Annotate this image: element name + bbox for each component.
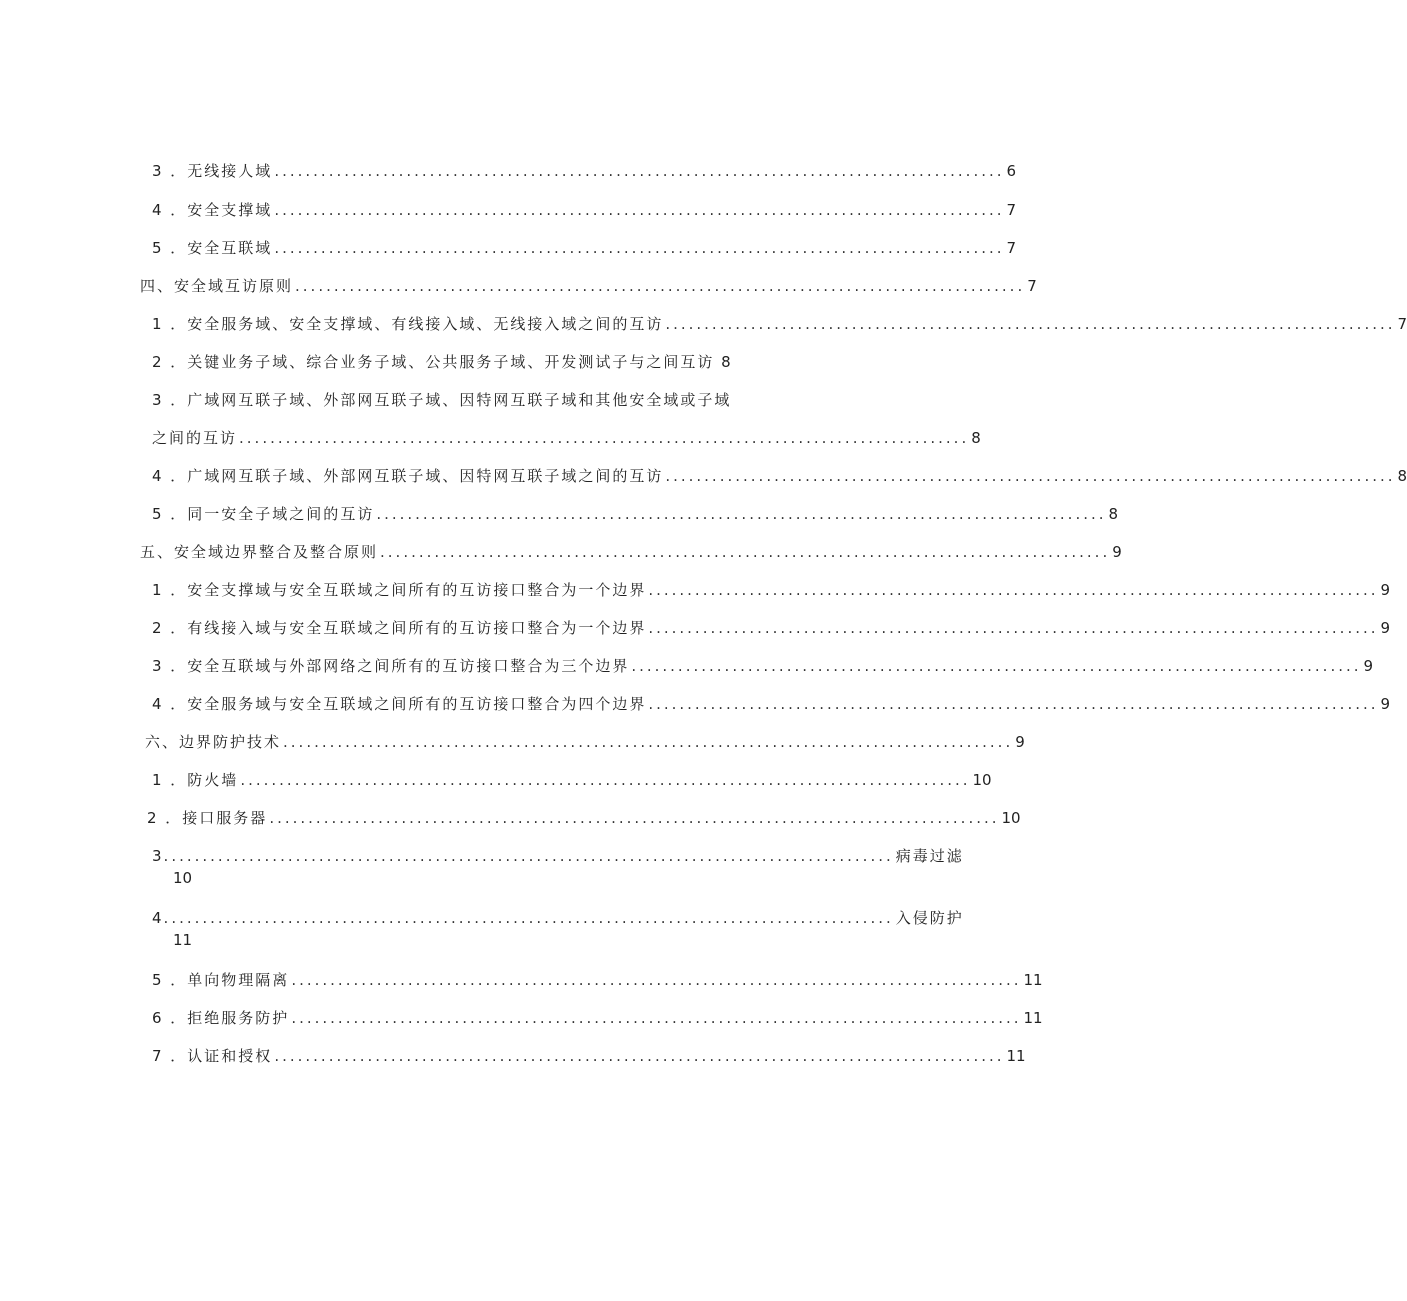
toc-entry-number: 4 (152, 909, 164, 927)
toc-entry[interactable] (152, 160, 1017, 182)
toc-entry-text: 3 ．安全互联域与外部网络之间所有的互访接口整合为三个边界 (152, 657, 630, 675)
toc-page-number: 9 (1380, 581, 1391, 599)
toc-page-number: 9 (1363, 657, 1374, 675)
toc-entry-text: 病毒过滤 (895, 847, 964, 865)
toc-entry[interactable] (152, 579, 1391, 601)
toc-entry-text: 入侵防护 (895, 909, 964, 927)
leader-dots: .............................................................................................. (274, 239, 1005, 257)
toc-page-number: 7 (1027, 277, 1037, 295)
leader-dots: .............................................................................................. (269, 809, 1000, 827)
toc-entry-text: 四、安全域互访原则 (140, 277, 294, 295)
toc-page-number: 9 (1015, 733, 1025, 751)
toc-page-number: 8 (1397, 467, 1407, 485)
toc-page-number: 7 (1006, 201, 1017, 219)
toc-page-number: 9 (1380, 695, 1391, 713)
toc-entry[interactable] (152, 237, 1017, 259)
leader-dots: .............................................................................................. (239, 429, 970, 447)
toc-page-number: 9 (1380, 619, 1391, 637)
leader-dots: .............................................................................................. (631, 657, 1362, 675)
toc-entry-text: 六、边界防护技术 (145, 733, 282, 751)
leader-dots: .............................................................................................. (648, 695, 1379, 713)
toc-page-number: 10 (173, 869, 193, 887)
toc-entry[interactable] (152, 769, 992, 791)
leader-dots: .............................................................................................. (648, 581, 1379, 599)
toc-entry-text: 2 ．有线接入域与安全互联域之间所有的互访接口整合为一个边界 (152, 619, 647, 637)
toc-entry[interactable] (152, 907, 964, 929)
toc-section[interactable] (140, 275, 1037, 297)
toc-entry[interactable] (152, 199, 1017, 221)
toc-entry[interactable] (152, 693, 1391, 715)
toc-page-number: 11 (1023, 1009, 1043, 1027)
toc-entry-text: 五、安全域边界整合及整合原则 (140, 543, 379, 561)
leader-dots: .............................................................................................. (274, 162, 1005, 180)
leader-dots: .............................................................................................. (283, 733, 1014, 751)
toc-entry-text: 2 ．接口服务器 (147, 809, 268, 827)
toc-page-number: 10 (1001, 809, 1021, 827)
toc-entry[interactable] (152, 351, 733, 372)
toc-page-number: 11 (1006, 1047, 1026, 1065)
leader-dots: .............................................................................................. (380, 543, 1111, 561)
toc-entry-text: 4 ．广域网互联子域、外部网互联子域、因特网互联子域之间的互访 (152, 467, 664, 485)
toc-entry-text: 3 ．广域网互联子域、外部网互联子域、因特网互联子域和其他安全域或子域 (152, 391, 732, 409)
toc-entry[interactable] (152, 617, 1391, 639)
toc-entry[interactable] (152, 845, 964, 867)
leader-dots: .............................................................................................. (163, 847, 894, 865)
leader-dots: .............................................................................................. (291, 1009, 1022, 1027)
toc-page-number: 11 (173, 931, 193, 949)
leader-dots: .............................................................................................. (648, 619, 1379, 637)
toc-entry[interactable] (152, 655, 1374, 677)
toc-entry-text: 7 ．认证和授权 (152, 1047, 273, 1065)
leader-dots: .............................................................................................. (665, 467, 1396, 485)
toc-page-number: 11 (1023, 971, 1043, 989)
toc-entry[interactable] (152, 313, 1407, 335)
toc-entry-text: 4 ．安全支撑域 (152, 201, 273, 219)
leader-dots: .............................................................................................. (376, 505, 1107, 523)
toc-entry-text: 5 ．安全互联域 (152, 239, 273, 257)
toc-entry-text: 1 ．安全支撑域与安全互联域之间所有的互访接口整合为一个边界 (152, 581, 647, 599)
toc-page-number: 7 (1397, 315, 1407, 333)
toc-entry[interactable] (152, 969, 1043, 991)
toc-section[interactable] (145, 731, 1025, 753)
toc-entry-text: 5 ．单向物理隔离 (152, 971, 290, 989)
toc-entry[interactable] (152, 1007, 1043, 1029)
toc-entry-continuation[interactable] (152, 427, 981, 449)
leader-dots: .............................................................................................. (240, 771, 971, 789)
toc-entry[interactable] (152, 503, 1119, 525)
toc-page-number: 9 (1112, 543, 1122, 561)
toc-entry-text: 1 ．安全服务域、安全支撑域、有线接入域、无线接入域之间的互访 (152, 315, 664, 333)
toc-entry[interactable] (147, 807, 1021, 829)
toc-entry-text: 2 ．关键业务子域、综合业务子域、公共服务子域、开发测试子与之间互访 8 (152, 353, 733, 371)
toc-entry-text: 4 ．安全服务域与安全互联域之间所有的互访接口整合为四个边界 (152, 695, 647, 713)
toc-entry[interactable] (152, 389, 731, 410)
leader-dots: .............................................................................................. (274, 201, 1005, 219)
toc-page-number: 6 (1006, 162, 1017, 180)
toc-page-number: 8 (1108, 505, 1119, 523)
toc-section[interactable] (140, 541, 1122, 563)
leader-dots: .............................................................................................. (295, 277, 1026, 295)
toc-entry-text: 之间的互访 (152, 429, 238, 447)
toc-entry-text: 1 ．防火墙 (152, 771, 239, 789)
toc-page-number: 7 (1006, 239, 1017, 257)
toc-page-number: 8 (971, 429, 981, 447)
leader-dots: .............................................................................................. (291, 971, 1022, 989)
leader-dots: .............................................................................................. (163, 909, 894, 927)
toc-entry-text: 3 ．无线接人域 (152, 162, 273, 180)
leader-dots: .............................................................................................. (274, 1047, 1005, 1065)
toc-entry-text: 6 ．拒绝服务防护 (152, 1009, 290, 1027)
leader-dots: .............................................................................................. (665, 315, 1396, 333)
toc-entry[interactable] (152, 1045, 1026, 1067)
toc-entry-text: 5 ．同一安全子域之间的互访 (152, 505, 375, 523)
toc-entry[interactable] (152, 465, 1407, 487)
toc-entry-number: 3 (152, 847, 164, 865)
toc-page-number: 10 (972, 771, 992, 789)
